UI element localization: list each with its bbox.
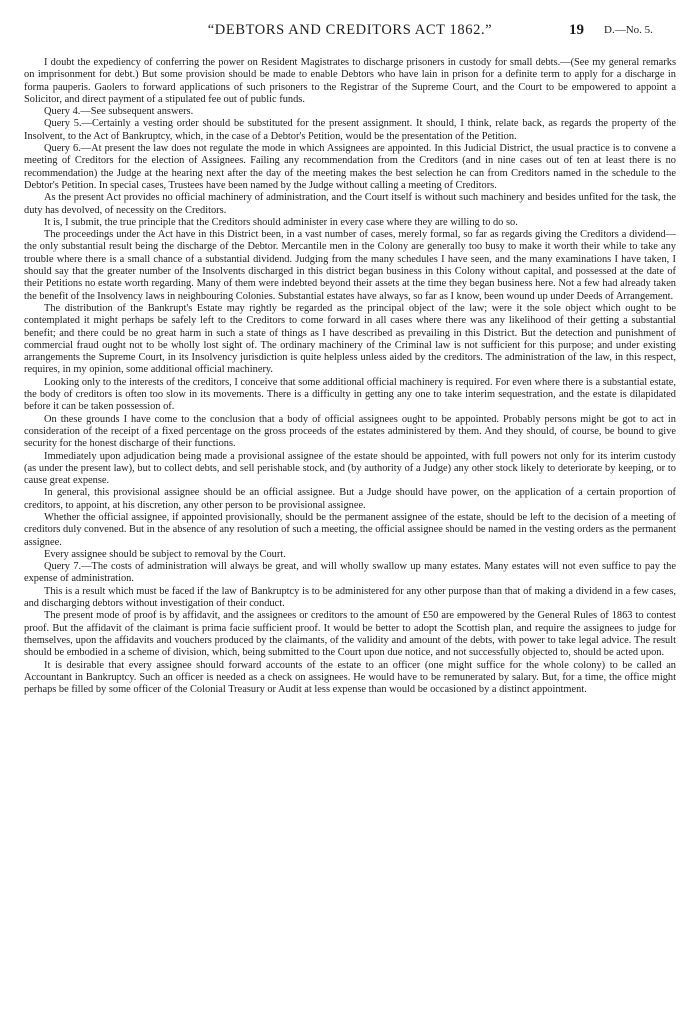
paragraph: The distribution of the Bankrupt's Estate may rightly be regarded as the principal object of the law; were it the sole object which ought to be contemplated it might perhaps be safely left to the Creditors to come forward in all cases where there was any likelihood of their getting a substantial benefit; and there could be no great harm in such a state of things as I have described as prevailing in this District. But the detection and punishment of commercial fraud ought not to be wholly lost sight of. The ordinary machinery of the Criminal law is not sufficient for this purpose; and under existing arrangements the Supreme Court, in its Insolvency jurisdiction is quite helpless unless aided by the creditors. The administration of the law, in this respect, requires, in my opinion, some additional official machinery. bbox=[24, 302, 676, 376]
paragraph: It is, I submit, the true principle that the Creditors should administer in every case where they are willing to do so. bbox=[44, 216, 518, 228]
paragraph: The proceedings under the Act have in this District been, in a vast number of cases, merely formal, so far as regards giving the Creditors a dividend—the only substantial result being the discharge of the Debtor. Mercantile men in the Colony are generally too busy to make it worth their while to take any trouble where there is a small chance of a substantial dividend. Judging from the many schedules I have seen, and the many examinations I have taken, I should say that the greater number of the Insolvents discharged in this district began business in this Colony without capital, and possessed at the date of their Petitions no estate worth regarding. Many of them were indebted beyond their assets at the time they began business here. Not a few had already taken the benefit of the Insolvency laws in neighbouring Colonies. Substantial estates have always, so far as I know, been wound up under Deeds of Arrangement. bbox=[24, 229, 676, 302]
paragraph: Looking only to the interests of the creditors, I conceive that some additional official machinery is required. For even where there is a substantial estate, the body of creditors is often too slow in its movements. There is a difficulty in getting any one to take interim sequestration, and the estate is dilapidated before it can be taken possession of. bbox=[24, 376, 676, 413]
paragraph: Query 5.—Certainly a vesting order should be substituted for the present assignment. It should, I think, relate back, as regards the property of the Insolvent, to the Act of Bankruptcy, which, in the case of a Debtor's Petition, would be the presentation of the Petition. bbox=[24, 118, 676, 142]
paragraph: As the present Act provides no official machinery of administration, and the Court itself is without such machinery and besides unfited for the task, the duty has devolved, of necessity on the Creditors. bbox=[24, 192, 676, 216]
document-reference: D.—No. 5. bbox=[604, 24, 653, 36]
paragraph: The present mode of proof is by affidavit, and the assignees or creditors to the amount of £50 are empowered by the General Rules of 1863 to contest proof. But the affidavit of the claimant is prima facie sufficient proof. It would be better to adopt the Scottish plan, and require the assignees to judge for themselves, upon the affidavits and vouchers produced by the claimants, of the validity and amount of the debts, with power to take legal advice. The result should be embodied in a scheme of division, which, being submitted to the Court upon due notice, and not successfully objected to, should be acted upon. bbox=[24, 610, 676, 659]
paragraph: Query 6.—At present the law does not regulate the mode in which Assignees are appointed. In this Judicial District, the usual practice is to convene a meeting of Creditors for the election of Assignees. Failing any recommendation from the Creditors (and in nine cases out of ten at least there is no recommendation) the Judge at the hearing next after the day of the meeting makes the best selection he can from Creditors named in the schedule to the Debtor's Petition. In special cases, Trustees have been named by the Judge without calling a meeting of Creditors. bbox=[24, 143, 676, 191]
running-title: “DEBTORS AND CREDITORS ACT 1862.” bbox=[207, 22, 493, 38]
document-body bbox=[24, 57, 676, 696]
paragraph: In general, this provisional assignee should be an official assignee. But a Judge should have power, on the application of a certain proportion of creditors, to appoint, at his discretion, any other person to be provisional assignee. bbox=[24, 487, 676, 511]
page-header bbox=[0, 22, 700, 42]
paragraph: Query 4.—See subsequent answers. bbox=[44, 106, 194, 118]
paragraph: I doubt the expediency of conferring the power on Resident Magistrates to discharge prisoners in custody for small debts.—(See my general remarks on imprisonment for debt.) But some provision should be made to enable Debtors who have lain in prison for a definite term to apply for a discharge in forma pauperis. Gaolers to forward applications of such prisoners to the Registrar of the Supreme Court, and the Court to be empowered to appoint a Solicitor, and direct payment of a stipulated fee out of public funds. bbox=[24, 57, 676, 105]
paragraph: Whether the official assignee, if appointed provisionally, should be the permanent assignee of the estate, should be left to the decision of a meeting of creditors duly convened. But in the absence of any resolution of such a meeting, the official assignee should be named in the vesting orders as the permanent assignee. bbox=[24, 511, 676, 548]
paragraph: Immediately upon adjudication being made a provisional assignee of the estate should be appointed, with full powers not only for its interim custody (as under the present law), but to collect debts, and sell perishable stock, and (by authority of a Judge) any other stock likely to deteriorate by keeping, or to cause great expense. bbox=[24, 450, 676, 487]
paragraph: It is desirable that every assignee should forward accounts of the estate to an officer (one might suffice for the whole colony) to be called an Accountant in Bankruptcy. Such an officer is needed as a check on assignees. He would have to be remunerated by salary. But, for a time, the office might perhaps be filled by some officer of the Colonial Treasury or Audit at less expense than would be occasioned by a distinct appointment. bbox=[24, 659, 676, 696]
paragraph: On these grounds I have come to the conclusion that a body of official assignees ought to be appointed. Probably persons might be got to act in consideration of the receipt of a fixed percentage on the gross proceeds of the estates administered by them. And they should, of course, be bound to give security for the honest discharge of their functions. bbox=[24, 413, 676, 450]
paragraph: Query 7.—The costs of administration will always be great, and will wholly swallow up many estates. Many estates will not even suffice to pay the expense of administration. bbox=[24, 561, 676, 585]
paragraph: Every assignee should be subject to removal by the Court. bbox=[44, 548, 286, 560]
paragraph: This is a result which must be faced if the law of Bankruptcy is to be administered for any other purpose than that of making a dividend in a few cases, and discharging debtors without investigation of their conduct. bbox=[24, 585, 676, 610]
page-number: 19 bbox=[569, 22, 584, 38]
